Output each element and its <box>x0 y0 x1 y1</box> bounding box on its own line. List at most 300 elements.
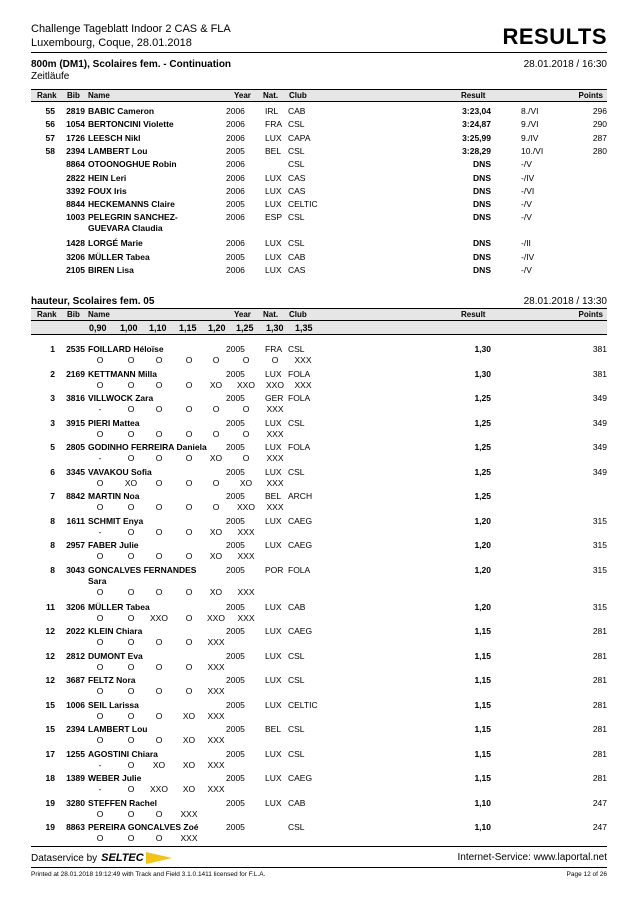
rank-cell: 5 <box>50 442 55 452</box>
nat-cell: LUX <box>265 626 282 636</box>
attempt-cell: O <box>155 551 163 561</box>
name-cell: PIERI Mattea <box>88 417 140 428</box>
nat-cell: ESP <box>265 212 283 223</box>
place-cell: -/V <box>521 265 532 275</box>
bib-cell: 2105 <box>66 265 85 275</box>
rank-cell: 58 <box>45 145 55 156</box>
result-cell: 1,20 <box>474 540 491 550</box>
attempt-cell: O <box>212 355 220 365</box>
rank-cell: 19 <box>45 822 55 832</box>
footer-divider-2 <box>31 867 607 868</box>
rank-cell: 11 <box>46 601 55 612</box>
name-cell: OTOONOGHUE Robin <box>88 159 177 170</box>
attempt-cell: O <box>127 453 135 463</box>
attempt-cell: O <box>127 612 135 623</box>
col-points: Points <box>578 310 603 319</box>
nat-cell: BEL <box>265 145 282 156</box>
nat-cell: POR <box>265 564 284 575</box>
height-label: 0,90 <box>89 323 107 333</box>
place-cell: -/V <box>521 159 532 170</box>
attempt-cell: XXX <box>180 808 198 819</box>
result-cell: 3:23,04 <box>462 106 491 116</box>
col-name: Name <box>88 91 110 100</box>
name-cell: FABER Julie <box>88 540 139 550</box>
attempt-cell: O <box>155 710 163 721</box>
meet-location: Luxembourg, Coque, 28.01.2018 <box>31 37 192 49</box>
place-cell: -/V <box>521 212 532 223</box>
attempt-cell: O <box>242 355 250 365</box>
nat-cell: LUX <box>265 251 282 262</box>
attempt-cell: O <box>96 710 104 721</box>
nat-cell: LUX <box>265 650 282 661</box>
attempt-cell: O <box>127 551 135 561</box>
rank-cell: 57 <box>45 132 55 143</box>
bib-cell: 3392 <box>66 185 85 196</box>
club-cell: CELTIC <box>288 699 318 710</box>
result-cell: 1,20 <box>474 515 491 526</box>
year-cell: 2006 <box>226 119 245 130</box>
result-cell: 1,25 <box>474 442 491 452</box>
year-cell: 2005 <box>226 393 245 403</box>
points-cell: 247 <box>592 797 607 808</box>
attempt-cell: O <box>185 686 193 696</box>
attempt-cell: O <box>155 833 163 843</box>
bib-cell: 3043 <box>66 564 85 575</box>
nat-cell: LUX <box>265 172 282 183</box>
attempt-cell: XO <box>182 710 196 721</box>
name-cell: GONCALVES FERNANDES <box>88 564 197 575</box>
rank-cell: 12 <box>45 675 55 685</box>
year-cell: 2005 <box>226 650 245 661</box>
result-cell: DNS <box>473 185 491 196</box>
attempt-cell: O <box>185 526 193 537</box>
attempt-cell: O <box>185 453 193 463</box>
club-cell: CAS <box>288 185 306 196</box>
meet-header <box>31 22 231 50</box>
year-cell: 2005 <box>226 145 245 156</box>
club-cell: CAEG <box>288 540 313 550</box>
attempt-cell: O <box>242 404 250 414</box>
col-name: Name <box>88 310 110 319</box>
result-cell: DNS <box>473 265 491 275</box>
name-cell: HEIN Leri <box>88 172 127 183</box>
section1-title: 800m (DM1), Scolaires fem. - Continuation <box>31 59 232 70</box>
heights-header-row <box>31 321 607 335</box>
club-cell: CSL <box>288 344 305 354</box>
year-cell: 2005 <box>226 466 245 477</box>
rank-cell: 12 <box>45 626 55 636</box>
club-cell: CSL <box>288 748 305 759</box>
club-cell: CAS <box>288 172 306 183</box>
result-cell: 1,25 <box>474 466 491 477</box>
result-cell: DNS <box>473 199 491 210</box>
club-cell: CAB <box>288 251 306 262</box>
club-cell: FOLA <box>288 368 311 379</box>
attempt-cell: - <box>98 404 102 414</box>
col-result: Result <box>461 310 486 319</box>
result-cell: DNS <box>473 238 491 249</box>
name-cell: LAMBERT Lou <box>88 145 148 156</box>
header-divider <box>31 52 607 53</box>
bib-cell: 1428 <box>66 238 85 249</box>
attempt-cell: O <box>185 428 193 439</box>
club-cell: CSL <box>288 724 305 734</box>
year-cell: 2005 <box>226 773 245 783</box>
attempt-cell: O <box>96 551 104 561</box>
attempt-cell: O <box>271 355 279 365</box>
year-cell: 2005 <box>226 251 245 262</box>
height-label: 1,15 <box>179 323 197 333</box>
attempt-cell: O <box>155 586 163 597</box>
club-cell: CAB <box>288 106 306 116</box>
attempt-cell: O <box>155 379 163 390</box>
name-cell: HECKEMANNS Claire <box>88 199 175 210</box>
year-cell: 2005 <box>226 699 245 710</box>
bib-cell: 1006 <box>66 699 85 710</box>
attempt-cell: XXX <box>266 404 284 414</box>
club-cell: ARCH <box>288 491 313 501</box>
points-cell: 315 <box>592 540 607 550</box>
rank-cell: 8 <box>50 564 55 575</box>
result-cell: 1,15 <box>474 773 491 783</box>
rank-cell: 8 <box>50 540 55 550</box>
attempt-cell: O <box>96 808 104 819</box>
nat-cell: LUX <box>265 417 282 428</box>
name-cell-line2: Sara <box>88 575 107 586</box>
rank-cell: 56 <box>45 119 55 130</box>
result-cell: 1,25 <box>474 491 491 501</box>
attempt-cell: O <box>185 637 193 647</box>
attempt-cell: O <box>155 477 163 488</box>
attempt-cell: O <box>96 502 104 512</box>
attempt-cell: XXX <box>266 453 284 463</box>
rank-cell: 17 <box>45 748 55 759</box>
attempt-cell: XXX <box>294 355 312 365</box>
points-cell: 281 <box>592 724 607 734</box>
result-cell: 3:25,99 <box>462 132 491 143</box>
attempt-cell: O <box>96 686 104 696</box>
attempt-cell: XO <box>209 586 223 597</box>
result-cell: 1,15 <box>474 626 491 636</box>
bib-cell: 1611 <box>66 515 85 526</box>
attempt-cell: O <box>185 404 193 414</box>
result-cell: 1,25 <box>474 417 491 428</box>
year-cell: 2005 <box>226 564 245 575</box>
year-cell: 2006 <box>226 172 245 183</box>
name-cell: LAMBERT Lou <box>88 724 148 734</box>
result-cell: 1,10 <box>474 797 491 808</box>
height-label: 1,10 <box>149 323 167 333</box>
attempt-cell: O <box>185 551 193 561</box>
points-cell: 287 <box>592 132 607 143</box>
attempt-cell: XO <box>124 477 138 488</box>
year-cell: 2005 <box>226 724 245 734</box>
attempt-cell: XXO <box>237 502 255 512</box>
bib-cell: 2957 <box>66 540 85 550</box>
attempt-cell: O <box>212 477 220 488</box>
name-cell: BERTONCINI Violette <box>88 119 174 130</box>
place-cell: -/IV <box>521 251 535 262</box>
height-label: 1,30 <box>266 323 284 333</box>
place-cell: 9./VI <box>521 119 539 130</box>
nat-cell: FRA <box>265 344 282 354</box>
attempt-cell: O <box>127 686 135 696</box>
result-cell: 1,15 <box>474 748 491 759</box>
dataservice-label: Dataservice by <box>31 852 98 864</box>
attempt-cell: XXX <box>237 526 255 537</box>
year-cell: 2006 <box>226 238 245 249</box>
attempt-cell: XXX <box>266 428 284 439</box>
points-cell: 290 <box>592 119 607 130</box>
name-cell: FELTZ Nora <box>88 675 136 685</box>
attempt-cell: XXX <box>266 477 284 488</box>
points-cell: 281 <box>592 699 607 710</box>
section2-title: hauteur, Scolaires fem. 05 <box>31 296 155 307</box>
points-cell: 349 <box>592 466 607 477</box>
year-cell: 2005 <box>226 748 245 759</box>
attempt-cell: O <box>212 428 220 439</box>
nat-cell: LUX <box>265 540 282 550</box>
attempt-cell: XXX <box>180 833 198 843</box>
nat-cell: IRL <box>265 106 279 116</box>
nat-cell: LUX <box>265 675 282 685</box>
points-cell: 281 <box>592 773 607 783</box>
bib-cell: 8842 <box>66 491 85 501</box>
club-cell: CSL <box>288 675 305 685</box>
attempt-cell: O <box>96 428 104 439</box>
rank-cell: 3 <box>50 417 55 428</box>
points-cell: 381 <box>592 344 607 354</box>
nat-cell: LUX <box>265 368 282 379</box>
attempt-cell: O <box>155 808 163 819</box>
year-cell: 2006 <box>226 159 245 170</box>
attempt-cell: O <box>127 502 135 512</box>
name-cell: PELEGRIN SANCHEZ- <box>88 212 178 223</box>
attempt-cell: XXO <box>237 379 255 390</box>
nat-cell: LUX <box>265 199 282 210</box>
nat-cell: GER <box>265 393 284 403</box>
rank-cell: 15 <box>45 724 55 734</box>
bib-cell: 8864 <box>66 159 85 170</box>
rank-cell: 3 <box>50 393 55 403</box>
col-year: Year <box>234 310 251 319</box>
club-cell: CSL <box>288 650 305 661</box>
attempt-cell: O <box>127 784 135 794</box>
points-cell: 247 <box>592 822 607 832</box>
result-cell: 1,30 <box>474 368 491 379</box>
attempt-cell: O <box>185 502 193 512</box>
attempt-cell: O <box>155 526 163 537</box>
club-cell: CAEG <box>288 773 313 783</box>
nat-cell: LUX <box>265 773 282 783</box>
attempt-cell: XXX <box>207 710 225 721</box>
attempt-cell: XXX <box>207 784 225 794</box>
attempt-cell: - <box>98 784 102 794</box>
year-cell: 2005 <box>226 626 245 636</box>
footer-page-number: Page 12 of 26 <box>566 871 607 878</box>
height-label: 1,20 <box>208 323 226 333</box>
section1-column-header <box>31 89 607 102</box>
attempt-cell: O <box>127 808 135 819</box>
year-cell: 2005 <box>226 344 245 354</box>
year-cell: 2006 <box>226 212 245 223</box>
attempt-cell: O <box>127 759 135 770</box>
attempt-cell: O <box>185 379 193 390</box>
year-cell: 2005 <box>226 822 245 832</box>
club-cell: CSL <box>288 212 305 223</box>
nat-cell: LUX <box>265 601 282 612</box>
points-cell: 281 <box>592 748 607 759</box>
attempt-cell: O <box>127 355 135 365</box>
bib-cell: 2822 <box>66 172 85 183</box>
club-cell: CAPA <box>288 132 311 143</box>
year-cell: 2005 <box>226 601 245 612</box>
rank-cell: 12 <box>45 650 55 661</box>
nat-cell: LUX <box>265 515 282 526</box>
name-cell: MÜLLER Tabea <box>88 601 150 612</box>
attempt-cell: O <box>155 502 163 512</box>
points-cell: 349 <box>592 417 607 428</box>
club-cell: CAEG <box>288 626 313 636</box>
footer-printed: Printed at 28.01.2018 19:12:49 with Track and Field 3.1.0.1411 licensed for F.L.A. <box>31 871 266 878</box>
bib-cell: 8844 <box>66 199 85 210</box>
name-cell: VAVAKOU Sofia <box>88 466 152 477</box>
year-cell: 2005 <box>226 515 245 526</box>
points-cell: 349 <box>592 393 607 403</box>
rank-cell: 6 <box>50 466 55 477</box>
attempt-cell: XXX <box>207 686 225 696</box>
nat-cell: LUX <box>265 442 282 452</box>
nat-cell: BEL <box>265 724 282 734</box>
results-heading: RESULTS <box>502 24 607 49</box>
attempt-cell: O <box>185 612 193 623</box>
name-cell: MARTIN Noa <box>88 491 140 501</box>
rank-cell: 1 <box>50 344 55 354</box>
attempt-cell: XXX <box>294 379 312 390</box>
points-cell: 281 <box>592 675 607 685</box>
year-cell: 2005 <box>226 797 245 808</box>
bib-cell: 1389 <box>66 773 85 783</box>
bib-cell: 3915 <box>66 417 85 428</box>
year-cell: 2005 <box>226 675 245 685</box>
nat-cell: LUX <box>265 132 282 143</box>
name-cell-line2: GUEVARA Claudia <box>88 223 163 234</box>
name-cell: PEREIRA GONCALVES Zoé <box>88 822 199 832</box>
club-cell: FOLA <box>288 393 311 403</box>
result-cell: 1,15 <box>474 699 491 710</box>
points-cell: 315 <box>592 564 607 575</box>
height-label: 1,25 <box>236 323 254 333</box>
rank-cell: 18 <box>45 773 55 783</box>
attempt-cell: - <box>98 526 102 537</box>
footer-internet-service: Internet-Service: www.laportal.net <box>457 852 607 863</box>
attempt-cell: - <box>98 453 102 463</box>
seltec-logo: SELTEC <box>101 852 172 864</box>
name-cell: KLEIN Chiara <box>88 626 143 636</box>
attempt-cell: XXX <box>207 661 225 672</box>
rank-cell: 55 <box>45 106 55 116</box>
bib-cell: 3345 <box>66 466 85 477</box>
name-cell: STEFFEN Rachel <box>88 797 157 808</box>
club-cell: CSL <box>288 159 305 170</box>
attempt-cell: O <box>155 661 163 672</box>
attempt-cell: O <box>96 379 104 390</box>
place-cell: -/VI <box>521 185 535 196</box>
attempt-cell: O <box>155 428 163 439</box>
result-cell: 1,15 <box>474 675 491 685</box>
attempt-cell: XO <box>209 551 223 561</box>
rank-cell: 7 <box>50 491 55 501</box>
section2-date: 28.01.2018 / 13:30 <box>523 296 607 307</box>
club-cell: CSL <box>288 822 305 832</box>
col-nat: Nat. <box>263 91 279 100</box>
year-cell: 2005 <box>226 491 245 501</box>
name-cell: GODINHO FERREIRA Daniela <box>88 442 207 452</box>
year-cell: 2006 <box>226 106 245 116</box>
name-cell: VILLWOCK Zara <box>88 393 154 403</box>
points-cell: 315 <box>592 515 607 526</box>
attempt-cell: O <box>127 661 135 672</box>
name-cell: MÜLLER Tabea <box>88 251 150 262</box>
col-bib: Bib <box>67 91 80 100</box>
name-cell: LEESCH Nikl <box>88 132 141 143</box>
points-cell: 296 <box>592 106 607 116</box>
col-result: Result <box>461 91 486 100</box>
attempt-cell: O <box>155 453 163 463</box>
result-cell: DNS <box>473 212 491 223</box>
attempt-cell: O <box>185 477 193 488</box>
col-points: Points <box>578 91 603 100</box>
bib-cell: 2812 <box>66 650 85 661</box>
place-cell: -/II <box>521 238 531 249</box>
bib-cell: 2169 <box>66 368 85 379</box>
name-cell: KETTMANN Milla <box>88 368 157 379</box>
attempt-cell: XO <box>182 735 196 745</box>
nat-cell: LUX <box>265 797 282 808</box>
attempt-cell: O <box>155 355 163 365</box>
attempt-cell: O <box>155 404 163 414</box>
result-cell: 1,15 <box>474 650 491 661</box>
attempt-cell: O <box>185 586 193 597</box>
place-cell: -/IV <box>521 172 535 183</box>
year-cell: 2006 <box>226 132 245 143</box>
name-cell: SCHMIT Enya <box>88 515 144 526</box>
attempt-cell: XXX <box>207 637 225 647</box>
col-nat: Nat. <box>263 310 279 319</box>
bib-cell: 8863 <box>66 822 85 832</box>
year-cell: 2006 <box>226 185 245 196</box>
club-cell: CELTIC <box>288 199 318 210</box>
section2-column-header <box>31 308 607 321</box>
result-cell: 1,10 <box>474 822 491 832</box>
section1-date: 28.01.2018 / 16:30 <box>523 59 607 70</box>
bib-cell: 3280 <box>66 797 85 808</box>
attempt-cell: O <box>96 735 104 745</box>
result-cell: 3:24,87 <box>462 119 491 130</box>
bib-cell: 1003 <box>66 212 85 223</box>
attempt-cell: O <box>155 735 163 745</box>
attempt-cell: XO <box>209 379 223 390</box>
footer-dataservice <box>31 852 172 864</box>
result-cell: 1,30 <box>474 344 491 354</box>
place-cell: 9./IV <box>521 132 539 143</box>
year-cell: 2005 <box>226 442 245 452</box>
result-cell: DNS <box>473 251 491 262</box>
col-club: Club <box>289 91 307 100</box>
result-cell: 1,15 <box>474 724 491 734</box>
club-cell: CAB <box>288 797 306 808</box>
bib-cell: 2819 <box>66 106 85 116</box>
